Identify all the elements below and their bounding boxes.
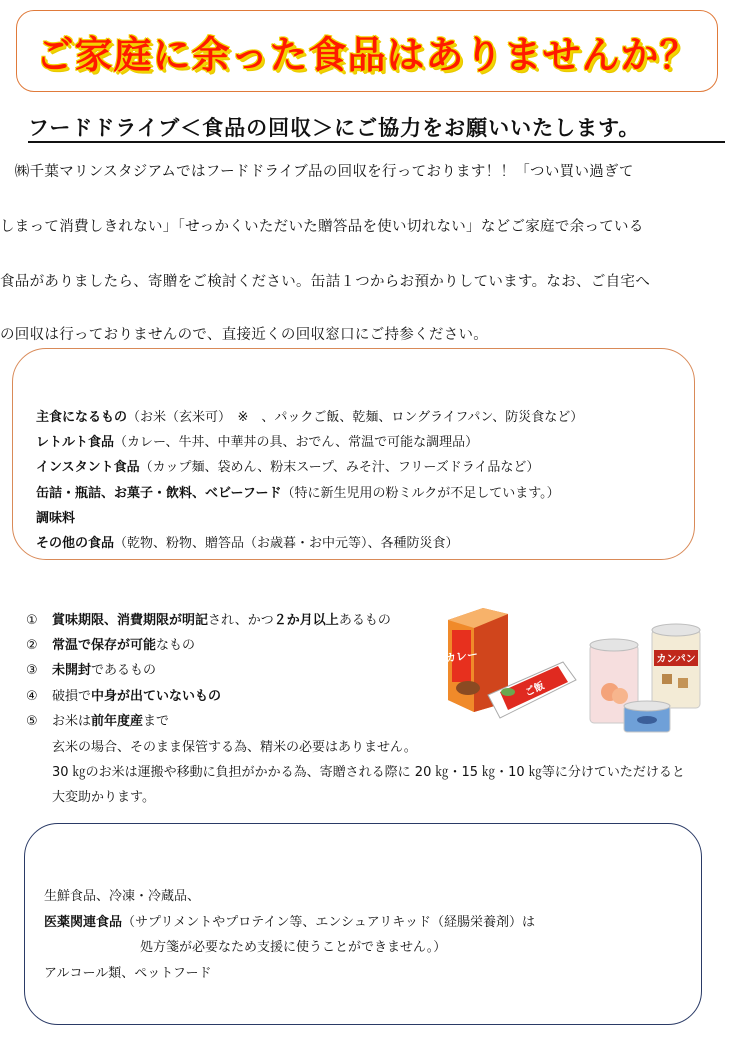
subtitle-underline bbox=[28, 141, 725, 143]
not-accepted-line: 生鮮食品、冷凍・冷蔵品、 bbox=[44, 889, 201, 904]
condition-item: ⑤ お米は前年度産まで bbox=[26, 714, 170, 729]
accepted-item: 缶詰・瓶詰、お菓子・飲料、ベビーフード（特に新生児用の粉ミルクが不足しています。） bbox=[36, 486, 560, 501]
banner-title: ご家庭に余った食品はありませんか？ bbox=[35, 32, 699, 77]
condition-item: ① 賞味期限、消費期限が明記され、かつ２か月以上あるもの bbox=[26, 613, 391, 628]
not-accepted-line: アルコール類、ペットフード bbox=[44, 966, 212, 981]
intro-line: の回収は行っておりませんので、直接近くの回収窓口にご持参ください。 bbox=[0, 327, 489, 343]
accepted-item: レトルト食品（カレー、牛丼、中華丼の具、おでん、常温で可能な調理品） bbox=[36, 435, 479, 450]
subtitle: フードドライブ＜食品の回収＞にご協力をお願いいたします。 bbox=[28, 115, 641, 140]
condition-item: ④ 破損で中身が出ていないもの bbox=[26, 689, 222, 704]
intro-line: 食品がありましたら、寄贈をご検討ください。缶詰１つからお預かりしています。なお、ご自宅へ bbox=[0, 274, 651, 290]
intro-line: ㈱千葉マリンスタジアムではフードドライブ品の回収を行っております！！「つい買い過ぎて bbox=[0, 164, 634, 180]
accepted-item: その他の食品（乾物、粉物、贈答品（お歳暮・お中元等）、各種防災食） bbox=[36, 536, 459, 551]
rice-note: 30 ㎏のお米は運搬や移動に負担がかかる為、寄贈される際に 20 ㎏・15 ㎏・10 ㎏等に分けていただけると bbox=[52, 765, 685, 780]
svg-text:ご飯: ご飯 bbox=[523, 680, 547, 699]
not-accepted-line: 医薬関連食品（サプリメントやプロテイン等、エンシュアリキッド（経腸栄養剤）は bbox=[44, 915, 535, 930]
accepted-item: 調味料 bbox=[36, 511, 76, 526]
accepted-item: 主食になるもの（お米（玄米可） ※ 、パックご飯、乾麺、ロングライフパン、防災食など） bbox=[36, 410, 584, 425]
condition-item: ③ 未開封であるもの bbox=[26, 663, 157, 678]
title-banner bbox=[16, 10, 718, 92]
food-illustration bbox=[438, 600, 708, 745]
svg-text:カンパン: カンパン bbox=[656, 654, 696, 665]
rice-note: 大変助かります。 bbox=[52, 790, 155, 805]
intro-line: しまって消費しきれない」「せっかくいただいた贈答品を使い切れない」などご家庭で余っている bbox=[0, 219, 644, 235]
not-accepted-line: 処方箋が必要なため支援に使うことができません。） bbox=[140, 940, 447, 955]
rice-note: 玄米の場合、そのまま保管する為、精米の必要はありません。 bbox=[52, 740, 417, 755]
svg-text:カレー: カレー bbox=[444, 647, 479, 666]
condition-item: ② 常温で保存が可能なもの bbox=[26, 638, 196, 653]
accepted-item: インスタント食品（カップ麺、袋めん、粉末スープ、みそ汁、フリーズドライ品など） bbox=[36, 460, 540, 475]
accepted-items-box bbox=[12, 348, 695, 560]
